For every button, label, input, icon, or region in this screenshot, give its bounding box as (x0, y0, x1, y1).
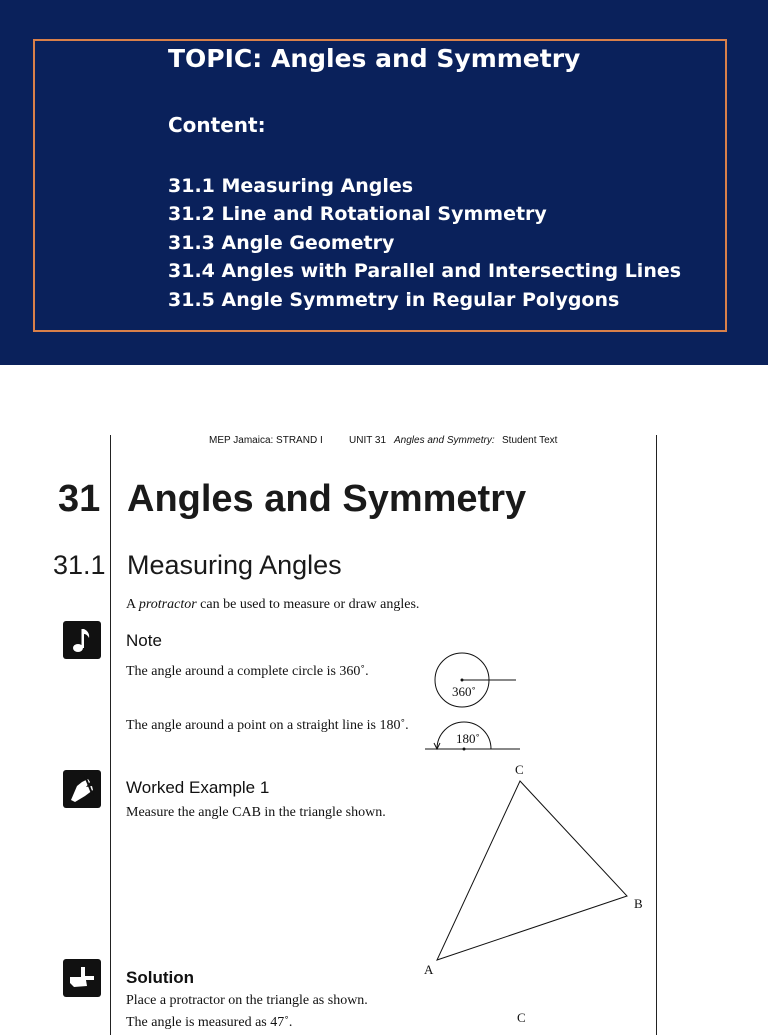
music-note-icon (63, 621, 101, 659)
header-unit: UNIT 31 (349, 435, 387, 446)
topic-title: TOPIC: Angles and Symmetry (168, 44, 581, 73)
textbook-page (0, 365, 768, 1030)
intro-emphasis: protractor (138, 597, 197, 612)
solution-vertex-c-label: C (517, 1010, 526, 1025)
solution-line-1: Place a protractor on the triangle as shown. (126, 993, 368, 1008)
chapter-title: Angles and Symmetry (127, 478, 527, 520)
content-item: 31.5 Angle Symmetry in Regular Polygons (168, 289, 620, 311)
section-number: 31.1 (53, 550, 106, 580)
pointing-hand-icon (63, 959, 101, 997)
vertex-c-label: C (515, 762, 524, 777)
note-heading: Note (126, 631, 162, 650)
left-margin-line (110, 435, 111, 1035)
content-item: 31.2 Line and Rotational Symmetry (168, 203, 547, 225)
note-line-circle: The angle around a complete circle is 360˚. (126, 664, 369, 679)
writing-hand-icon (63, 770, 101, 808)
intro-prefix: A (126, 597, 139, 612)
content-item: 31.1 Measuring Angles (168, 175, 414, 197)
triangle-abc (420, 770, 650, 975)
content-label: Content: (168, 113, 266, 137)
worked-example-heading: Worked Example 1 (126, 778, 270, 797)
section-title: Measuring Angles (127, 550, 342, 580)
semicircle-angle-label: 180˚ (456, 731, 480, 746)
header-strand: MEP Jamaica: STRAND I (209, 435, 323, 446)
worked-example-text: Measure the angle CAB in the triangle shown. (126, 805, 386, 820)
content-item: 31.3 Angle Geometry (168, 232, 395, 254)
vertex-b-label: B (634, 896, 643, 911)
content-item: 31.4 Angles with Parallel and Intersecting Lines (168, 260, 682, 282)
intro-suffix: can be used to measure or draw angles. (196, 597, 420, 612)
solution-line-2: The angle is measured as 47˚. (126, 1015, 293, 1030)
header-student-text: Student Text (502, 435, 558, 446)
note-line-straight: The angle around a point on a straight line is 180˚. (126, 718, 409, 733)
solution-heading: Solution (126, 968, 194, 987)
chapter-number: 31 (58, 478, 101, 520)
right-margin-line (656, 435, 657, 1035)
header-unit-title: Angles and Symmetry: (394, 435, 495, 446)
intro-text (126, 597, 419, 613)
circle-angle-label: 360˚ (452, 684, 476, 699)
vertex-a-label: A (424, 962, 434, 977)
topic-banner (0, 0, 768, 365)
